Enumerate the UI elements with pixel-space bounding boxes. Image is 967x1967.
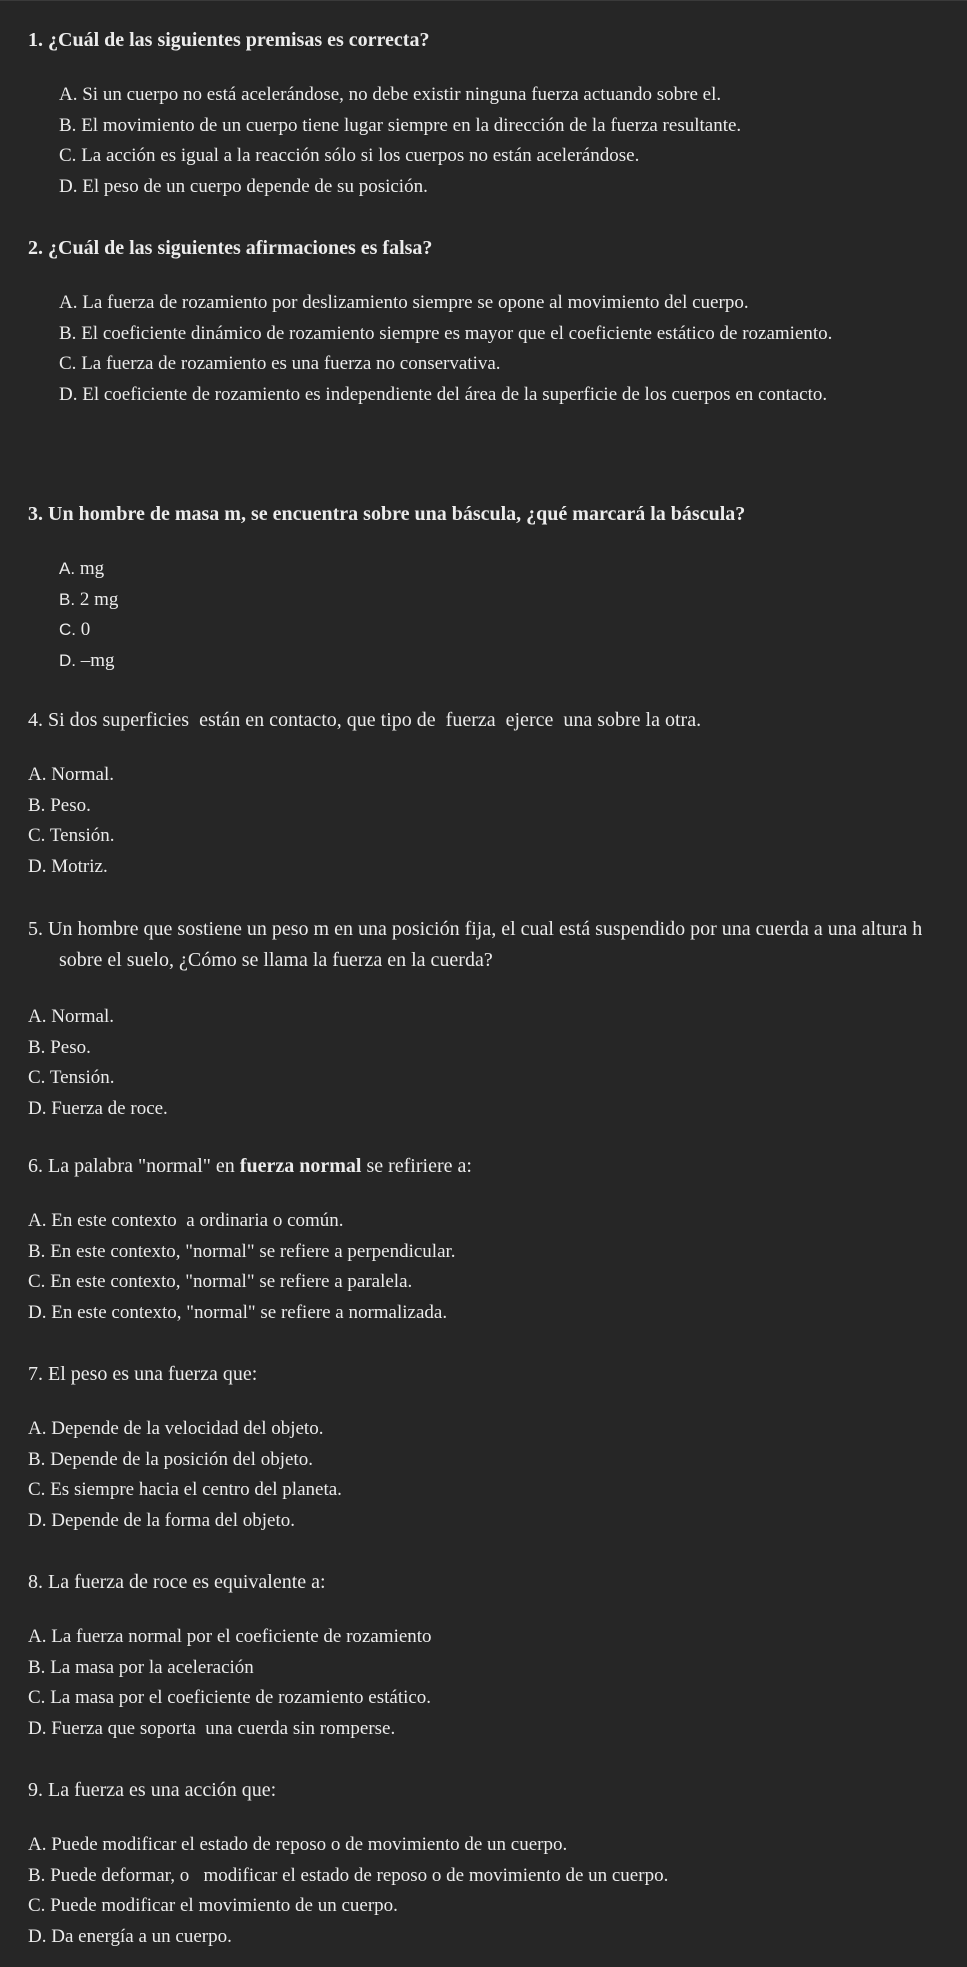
option-c[interactable]: C. Tensión. [28,1067,115,1088]
option-a[interactable]: A. Depende de la velocidad del objeto. [28,1418,324,1439]
option-a[interactable]: A. Puede modificar el estado de reposo o de movimiento de un cuerpo. [28,1834,568,1855]
option-list [28,1414,938,1536]
option-a[interactable]: A. La fuerza de rozamiento por deslizamiento siempre se opone al movimiento del cuerpo. [59,292,749,313]
question-number: 1. [28,29,43,51]
question-title [28,1568,938,1596]
option-d[interactable]: D. Fuerza que soporta una cuerda sin romperse. [28,1717,396,1739]
option-c[interactable]: C. Es siempre hacia el centro del planeta. [28,1479,342,1500]
question-8 [28,1568,938,1744]
question-4 [28,706,938,882]
option-c[interactable]: C. La acción es igual a la reacción sólo si los cuerpos no están acelerándose. [59,145,640,166]
question-6 [28,1152,938,1328]
question-prompt: Un hombre que sostiene un peso m en una posición fija, el cual está suspendido por una cuerda a una altura h sobre el suelo, ¿Cómo se llama la fuerza en la cuerda? [48,918,923,971]
option-d[interactable]: D. Da energía a un cuerpo. [28,1925,232,1947]
question-prompt: Si dos superficies están en contacto, que tipo de fuerza ejerce una sobre la otra. [48,709,702,731]
question-title [28,1776,938,1804]
question-number: 3. [28,503,43,525]
option-list [28,1622,938,1744]
question-number: 6. [28,1155,43,1177]
option-c[interactable]: C. En este contexto, "normal" se refiere a paralela. [28,1271,413,1292]
top-divider [0,0,967,1]
option-c[interactable]: C. La masa por el coeficiente de rozamiento estático. [28,1687,432,1708]
question-number: 9. [28,1779,43,1801]
question-1 [28,26,938,202]
question-prompt: ¿Cuál de las siguientes premisas es correcta? [48,29,430,51]
question-title [28,1360,938,1388]
option-a[interactable]: A. Normal. [28,1006,115,1027]
question-prompt: El peso es una fuerza que: [48,1363,258,1385]
option-b[interactable]: B. La masa por la aceleración [28,1656,254,1678]
option-list [28,1206,938,1328]
option-a[interactable]: A. La fuerza normal por el coeficiente de rozamiento [28,1626,432,1647]
option-b[interactable]: B. Peso. [28,794,91,816]
option-list [28,1002,938,1124]
option-a[interactable]: A. mg [59,558,105,579]
option-b[interactable]: B. 2 mg [59,588,119,610]
option-b[interactable]: B. Puede deformar, o modificar el estado de reposo o de movimiento de un cuerpo. [28,1864,669,1886]
option-list [28,1830,938,1952]
option-list [28,554,938,676]
option-d[interactable]: D. Fuerza de roce. [28,1097,168,1119]
question-prompt: La palabra "normal" en [48,1155,235,1177]
option-b[interactable]: B. El coeficiente dinámico de rozamiento siempre es mayor que el coeficiente estático de rozamiento. [59,322,833,344]
question-number: 5. [28,918,43,940]
question-prompt: ¿Cuál de las siguientes afirmaciones es falsa? [48,237,433,259]
option-d[interactable]: D. El peso de un cuerpo depende de su posición. [59,175,428,197]
option-list [28,288,938,410]
question-number: 8. [28,1571,43,1593]
question-title [28,1152,938,1180]
question-prompt: La fuerza de roce es equivalente a: [48,1571,326,1593]
question-prompt-end: se refiriere a: [366,1155,472,1177]
question-title [28,500,938,528]
question-number: 7. [28,1363,43,1385]
question-3 [28,500,938,676]
option-d[interactable]: D. El coeficiente de rozamiento es independiente del área de la superficie de los cuerpos en contacto. [59,383,828,405]
option-d[interactable]: D. En este contexto, "normal" se refiere a normalizada. [28,1301,448,1323]
option-a[interactable]: A. Si un cuerpo no está acelerándose, no debe existir ninguna fuerza actuando sobre el. [59,84,722,105]
option-b[interactable]: B. Depende de la posición del objeto. [28,1448,313,1470]
question-9 [28,1776,938,1952]
question-title [28,706,938,734]
question-7 [28,1360,938,1536]
question-number: 2. [28,237,43,259]
option-list [28,760,938,882]
option-b[interactable]: B. El movimiento de un cuerpo tiene lugar siempre en la dirección de la fuerza resultante. [59,114,742,136]
option-d[interactable]: D. Depende de la forma del objeto. [28,1509,295,1531]
option-c[interactable]: C. 0 [59,619,91,640]
option-c[interactable]: C. Tensión. [28,825,115,846]
question-prompt: La fuerza es una acción que: [48,1779,277,1801]
question-title [28,914,938,976]
option-b[interactable]: B. Peso. [28,1036,91,1058]
question-prompt: Un hombre de masa m, se encuentra sobre una báscula, ¿qué marcará la báscula? [48,503,746,525]
option-a[interactable]: A. Normal. [28,764,115,785]
option-b[interactable]: B. En este contexto, "normal" se refiere a perpendicular. [28,1240,456,1262]
question-5 [28,914,938,1124]
option-c[interactable]: C. Puede modificar el movimiento de un cuerpo. [28,1895,398,1916]
question-title [28,234,938,262]
question-number: 4. [28,709,43,731]
option-d[interactable]: D. Motriz. [28,855,108,877]
option-list [28,80,938,202]
option-c[interactable]: C. La fuerza de rozamiento es una fuerza no conservativa. [59,353,501,374]
option-d[interactable]: D. –mg [59,649,115,671]
question-title [28,26,938,54]
option-a[interactable]: A. En este contexto a ordinaria o común. [28,1210,344,1231]
question-2 [28,234,938,410]
question-prompt-emphasis: fuerza normal [239,1155,362,1177]
